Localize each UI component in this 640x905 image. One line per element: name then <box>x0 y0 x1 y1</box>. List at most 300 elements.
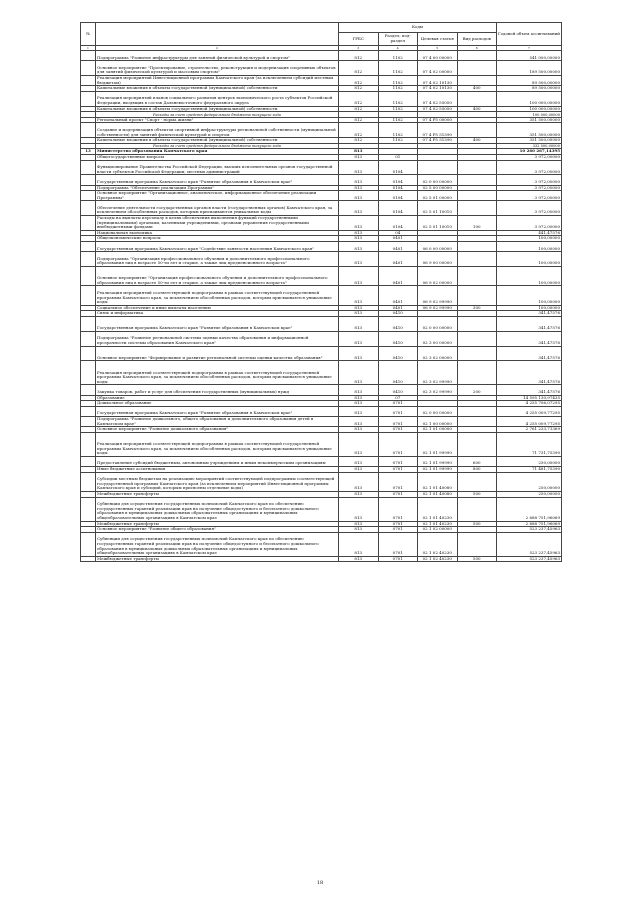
cell-rz: 0410 <box>378 317 418 332</box>
cell-sum: 100,00000 <box>497 286 562 305</box>
cell-sum: 250,00000 <box>497 472 562 491</box>
cell-grbs: 813 <box>339 472 379 491</box>
cell-grbs: 812 <box>339 123 379 138</box>
cell-vr <box>457 61 497 76</box>
cell-name: Капитальные вложения в объекты государственной (муниципальной) собственности <box>96 106 339 112</box>
col-grbs-header: ГРБС <box>339 33 379 46</box>
cell-cs: 07 4 02 10130 <box>418 86 458 92</box>
cell-grbs: 813 <box>339 521 379 527</box>
cell-rz: 0104 <box>378 175 418 185</box>
col-vr-header: Вид расходов <box>457 33 497 46</box>
cell-rz: 0410 <box>378 331 418 346</box>
cell-name: Субвенции для осуществления государственных полномочий Камчатского края по обеспечению государственных гарантий реализации прав на получение общедоступного и бесплатного дошкольного образования в муниципальных дошкольных образовательных организациях и муниципальных общеобразовательных организациях в Камчатском крае <box>96 497 339 521</box>
col-name-header <box>96 23 339 46</box>
cell-name: Реализация мероприятий соответствующей подпрограммы в рамках соответствующей государственной программы Камчатского края, за исключением обособленных расходов, которым присваиваются уникальные коды <box>96 432 339 456</box>
cell-sum: 250,00000 <box>497 456 562 466</box>
codes-header: Коды <box>339 23 497 33</box>
table-row <box>81 317 562 332</box>
cell-sum: 89 500,00000 <box>497 86 562 92</box>
cell-no <box>81 286 96 305</box>
cell-sum: 3 972,00000 <box>497 216 562 231</box>
cell-rz: 0701 <box>378 466 418 472</box>
cell-grbs: 813 <box>339 385 379 395</box>
cell-sum: 332 500,00000 <box>497 143 562 149</box>
cell-grbs: 813 <box>339 401 379 407</box>
cell-name: Капитальные вложения в объекты государственной (муниципальной) собственности <box>96 86 339 92</box>
cell-grbs: 813 <box>339 286 379 305</box>
cell-cs: 02 1 02 40230 <box>418 532 458 556</box>
cell-sum: 351 500,00000 <box>497 123 562 138</box>
cell-grbs: 813 <box>339 242 379 252</box>
cell-rz: 0701 <box>378 416 418 426</box>
cell-no <box>81 201 96 216</box>
table-row <box>81 361 562 385</box>
cell-name: Подпрограмма "Развитие региональной системы оценки качества образования и информационной прозрачности системы образования Камчатского края" <box>96 331 339 346</box>
cell-rz: 0410 <box>378 311 418 317</box>
cell-vr: 800 <box>457 466 497 472</box>
cell-rz: 0104 <box>378 201 418 216</box>
table-row <box>81 432 562 456</box>
cell-no <box>81 497 96 521</box>
cell-rz: 1102 <box>378 123 418 138</box>
cell-no <box>81 160 96 175</box>
table-row <box>81 456 562 466</box>
cell-grbs: 812 <box>339 138 379 144</box>
cell-grbs: 813 <box>339 149 379 155</box>
cell-no <box>81 61 96 76</box>
cell-sum: 100 000,00000 <box>497 91 562 106</box>
cell-sum: 189 500,00000 <box>497 61 562 76</box>
cell-sum: 2 688 751,96069 <box>497 521 562 527</box>
cell-no <box>81 123 96 138</box>
cell-vr <box>457 252 497 267</box>
cell-sum: 3 972,00000 <box>497 185 562 191</box>
cell-cs: 02 1 01 40080 <box>418 472 458 491</box>
cell-cs: 02 1 00 00000 <box>418 416 458 426</box>
cell-rz: 0401 <box>378 252 418 267</box>
cell-cs: 07 4 02 55050 <box>418 91 458 106</box>
cell-no <box>81 361 96 385</box>
cell-cs: 02 1 02 40230 <box>418 556 458 562</box>
cell-name: Подпрограмма "Организация профессионального обучения и дополнительного профессионального образования лиц в возрасте 50-ти лет и старше, а также лиц предпенсионного возраста" <box>96 252 339 267</box>
cell-name: Межбюджетные трансферты <box>96 556 339 562</box>
page-number: 18 <box>316 880 324 886</box>
col-num: 7 <box>497 46 562 51</box>
cell-no <box>81 91 96 106</box>
cell-name: Капитальные вложения в объекты государственной (муниципальной) собственности <box>96 138 339 144</box>
cell-sum: 523 237,45963 <box>497 556 562 562</box>
cell-grbs: 812 <box>339 61 379 76</box>
cell-vr <box>457 123 497 138</box>
cell-rz: 0701 <box>378 556 418 562</box>
cell-name: Государственная программа Камчатского края "Развитие образования в Камчатском крае" <box>96 175 339 185</box>
cell-cs: 02 0 00 00000 <box>418 317 458 332</box>
cell-no <box>81 406 96 416</box>
cell-cs: 02 5 00 00000 <box>418 185 458 191</box>
cell-vr <box>457 242 497 252</box>
cell-cs: 02 1 01 40080 <box>418 491 458 497</box>
cell-name: Государственная программа Камчатского края "Содействие занятости населения Камчатского края" <box>96 242 339 252</box>
cell-no <box>81 75 96 85</box>
cell-name: Реализация мероприятий соответствующей подпрограммы в рамках соответствующей государственной программы Камчатского края, за исключением обособленных расходов, которым присваиваются уникальные коды <box>96 361 339 385</box>
cell-name: Подпрограмма "Развитие дошкольного, общего образования и дополнительного образования детей в Камчатском крае" <box>96 416 339 426</box>
cell-sum: 351 500,00000 <box>497 117 562 123</box>
cell-cs: 02 1 01 40230 <box>418 521 458 527</box>
cell-no <box>81 385 96 395</box>
table-row <box>81 346 562 361</box>
cell-grbs: 813 <box>339 305 379 311</box>
cell-name: Иные бюджетные ассигнования <box>96 466 339 472</box>
cell-sum: 100 000,00000 <box>497 112 562 118</box>
cell-vr: 400 <box>457 106 497 112</box>
cell-grbs: 813 <box>339 556 379 562</box>
cell-no <box>81 456 96 466</box>
cell-grbs: 813 <box>339 432 379 456</box>
cell-sum: 541 000,00000 <box>497 51 562 61</box>
cell-rz: 1102 <box>378 117 418 123</box>
cell-vr: 300 <box>457 305 497 311</box>
cell-sum: 341,47576 <box>497 346 562 361</box>
cell-rz: 0401 <box>378 286 418 305</box>
cell-name: Предоставление субсидий бюджетным, автономным учреждениям и иным некоммерческим организациям <box>96 456 339 466</box>
cell-vr <box>457 532 497 556</box>
cell-grbs: 813 <box>339 361 379 385</box>
cell-rz: 0701 <box>378 521 418 527</box>
cell-cs: 02 0 00 00000 <box>418 406 458 416</box>
cell-vr <box>457 497 497 521</box>
cell-sum: 351 500,00000 <box>497 138 562 144</box>
table-row <box>81 331 562 346</box>
cell-rz: 0701 <box>378 527 418 533</box>
cell-vr <box>457 267 497 286</box>
cell-vr: 200 <box>457 385 497 395</box>
table-row <box>81 91 562 106</box>
col-num: 2 <box>96 46 339 51</box>
cell-vr: 100 <box>457 216 497 231</box>
cell-name: Основное мероприятие "Развитие дошкольного образования" <box>96 427 339 433</box>
cell-cs: 02 1 02 00000 <box>418 527 458 533</box>
cell-name: Основное мероприятие "Проектирование, строительство, реконструкция и модернизация спортивных объектов для занятий физической культурой и массовым спортом" <box>96 61 339 76</box>
cell-rz: 0701 <box>378 491 418 497</box>
cell-rz: 0401 <box>378 305 418 311</box>
table-row <box>81 160 562 175</box>
budget-table-sheet <box>80 22 562 562</box>
cell-sum: 71 481,75390 <box>497 466 562 472</box>
cell-cs: 02 1 01 99990 <box>418 432 458 456</box>
cell-name: Общеэкономические вопросы <box>96 236 339 242</box>
cell-rz: 0701 <box>378 427 418 433</box>
cell-name: Межбюджетные трансферты <box>96 521 339 527</box>
cell-vr <box>457 346 497 361</box>
col-num: 4 <box>378 46 418 51</box>
table-row <box>81 556 562 562</box>
cell-name: Дошкольное образование <box>96 401 339 407</box>
cell-no <box>81 346 96 361</box>
cell-sum: 2 688 751,96069 <box>497 497 562 521</box>
cell-cs: 02 1 01 99990 <box>418 456 458 466</box>
cell-rz: 04 <box>378 230 418 236</box>
cell-name: Общегосударственные вопросы <box>96 154 339 160</box>
cell-rz: 0104 <box>378 185 418 191</box>
cell-grbs: 813 <box>339 252 379 267</box>
table-row <box>81 75 562 85</box>
cell-cs: 02 1 01 00000 <box>418 427 458 433</box>
cell-grbs: 813 <box>339 311 379 317</box>
table-row <box>81 61 562 76</box>
cell-sum: 3 972,00000 <box>497 160 562 175</box>
cell-sum: 250,00000 <box>497 491 562 497</box>
cell-rz: 1102 <box>378 86 418 92</box>
cell-vr <box>457 472 497 491</box>
cell-rz: 0401 <box>378 267 418 286</box>
cell-sum: 341,47576 <box>497 317 562 332</box>
cell-name: Расходы на выплаты персоналу в целях обеспечения выполнения функций государственными (муниципальными) органами, казенными учреждениями, органами управления государственными внебюджетными фондами <box>96 216 339 231</box>
cell-cs: 06 9 00 00000 <box>418 252 458 267</box>
cell-vr <box>457 75 497 85</box>
cell-grbs: 813 <box>339 497 379 521</box>
cell-name: Закупка товаров, работ и услуг для обеспечения государственных (муниципальных) нужд <box>96 385 339 395</box>
cell-name: Основное мероприятие "Формирование и развитие региональной системы оценки качества образования" <box>96 346 339 361</box>
cell-name: Образование <box>96 395 339 401</box>
cell-sum: 100,00000 <box>497 305 562 311</box>
cell-vr: 500 <box>457 491 497 497</box>
table-row <box>81 385 562 395</box>
col-num: 3 <box>339 46 379 51</box>
cell-name: Социальное обеспечение и иные выплаты населению <box>96 305 339 311</box>
cell-no <box>81 331 96 346</box>
table-row <box>81 191 562 201</box>
cell-cs: 02 5 01 10010 <box>418 201 458 216</box>
cell-sum: 523 237,45963 <box>497 527 562 533</box>
cell-name: Подпрограмма "Развитие инфраструктуры для занятий физической культурой и спортом" <box>96 51 339 61</box>
cell-grbs: 813 <box>339 491 379 497</box>
cell-cs: 07 4 P5 00000 <box>418 117 458 123</box>
cell-sum: 4 255 009,77295 <box>497 406 562 416</box>
cell-name: Государственная программа Камчатского края "Развитие образования в Камчатском крае" <box>96 406 339 416</box>
cell-sum: 2 761 233,71369 <box>497 427 562 433</box>
col-cs-header: Целевая статья <box>418 33 458 46</box>
cell-grbs: 813 <box>339 160 379 175</box>
table-row <box>81 201 562 216</box>
cell-vr <box>457 331 497 346</box>
table-row <box>81 286 562 305</box>
cell-vr <box>457 175 497 185</box>
cell-rz: 0401 <box>378 236 418 242</box>
cell-cs: 02 5 01 10010 <box>418 216 458 231</box>
col-no-header: № <box>81 23 96 46</box>
table-row <box>81 497 562 521</box>
cell-cs: 02 1 01 99990 <box>418 466 458 472</box>
col-razdel-header: Раздел, под-раздел <box>378 33 418 46</box>
cell-grbs: 813 <box>339 154 379 160</box>
cell-sum: 341,47576 <box>497 311 562 317</box>
cell-no <box>81 267 96 286</box>
cell-grbs: 812 <box>339 75 379 85</box>
cell-grbs: 813 <box>339 416 379 426</box>
cell-sum: 523 237,45963 <box>497 532 562 556</box>
cell-rz: 0701 <box>378 497 418 521</box>
cell-vr <box>457 317 497 332</box>
cell-vr <box>457 361 497 385</box>
cell-no <box>81 556 96 562</box>
cell-sum: 4 255 009,77295 <box>497 416 562 426</box>
cell-no <box>81 252 96 267</box>
cell-cs: 07 4 00 00000 <box>418 51 458 61</box>
cell-vr <box>457 191 497 201</box>
cell-no <box>81 472 96 491</box>
table-row <box>81 406 562 416</box>
cell-cs: 06 9 02 99990 <box>418 305 458 311</box>
cell-grbs: 812 <box>339 86 379 92</box>
cell-no <box>81 216 96 231</box>
cell-vr <box>457 160 497 175</box>
cell-no <box>81 242 96 252</box>
cell-no <box>81 191 96 201</box>
cell-cs: 02 3 00 00000 <box>418 331 458 346</box>
col-num: 6 <box>457 46 497 51</box>
cell-rz: 0410 <box>378 385 418 395</box>
col-num: 1 <box>81 46 96 51</box>
cell-name: Государственная программа Камчатского края "Развитие образования в Камчатском крае" <box>96 317 339 332</box>
cell-name: Связь и информатика <box>96 311 339 317</box>
cell-name: Реализация мероприятий планов социального развития центров экономического роста субъектов Российской Федерации, входящих в состав Дальневосточного федерального округа <box>96 91 339 106</box>
table-row <box>81 123 562 138</box>
cell-sum: 100,00000 <box>497 236 562 242</box>
cell-rz: 0401 <box>378 242 418 252</box>
table-row <box>81 51 562 61</box>
cell-vr <box>457 406 497 416</box>
cell-name: Расходы за счет средств федерального бюджета текущего года <box>96 112 339 118</box>
cell-cs: 02 5 01 00000 <box>418 191 458 201</box>
cell-cs: 07 4 02 00000 <box>418 61 458 76</box>
cell-vr <box>457 432 497 456</box>
cell-sum: 100,00000 <box>497 252 562 267</box>
table-row <box>81 175 562 185</box>
cell-sum: 441,47576 <box>497 230 562 236</box>
cell-rz: 1102 <box>378 138 418 144</box>
cell-cs <box>418 160 458 175</box>
cell-cs: 06 9 02 99990 <box>418 286 458 305</box>
cell-cs: 07 4 02 55050 <box>418 106 458 112</box>
cell-grbs: 813 <box>339 201 379 216</box>
cell-rz: 0410 <box>378 361 418 385</box>
cell-sum: 341,47576 <box>497 385 562 395</box>
cell-sum: 71 731,75390 <box>497 432 562 456</box>
cell-grbs: 813 <box>339 216 379 231</box>
cell-grbs: 813 <box>339 466 379 472</box>
cell-rz: 1102 <box>378 91 418 106</box>
cell-name: Субвенции для осуществления государственных полномочий Камчатского края по обеспечению государственных гарантий реализации прав на получение общедоступного и бесплатного дошкольного образования в муниципальных дошкольных образовательных организациях и муниципальных общеобразовательных организациях в Камчатском крае <box>96 532 339 556</box>
cell-sum: 3 972,00000 <box>497 175 562 185</box>
table-row <box>81 532 562 556</box>
table-row <box>81 267 562 286</box>
cell-rz: 0410 <box>378 346 418 361</box>
cell-name: Национальная экономика <box>96 230 339 236</box>
cell-grbs: 813 <box>339 175 379 185</box>
cell-name: Субсидии местным бюджетам на реализацию мероприятий соответствующей подпрограммы соответствующей государственной программы Камчатского края (за исключением мероприятий Инвестиционной программы Камчатского края и субсидий, которым присвоены отдельные коды) <box>96 472 339 491</box>
cell-vr <box>457 91 497 106</box>
table-row <box>81 416 562 426</box>
cell-vr: 400 <box>457 86 497 92</box>
cell-grbs: 813 <box>339 527 379 533</box>
cell-vr: 600 <box>457 456 497 466</box>
cell-grbs: 813 <box>339 331 379 346</box>
cell-grbs: 813 <box>339 185 379 191</box>
table-row <box>81 242 562 252</box>
cell-name: Министерство образования Камчатского края <box>96 149 339 155</box>
cell-rz: 0104 <box>378 216 418 231</box>
cell-grbs: 812 <box>339 106 379 112</box>
cell-vr <box>457 416 497 426</box>
cell-no <box>81 532 96 556</box>
cell-grbs: 813 <box>339 236 379 242</box>
col-num: 5 <box>418 46 458 51</box>
cell-grbs: 813 <box>339 230 379 236</box>
cell-rz: 01 <box>378 154 418 160</box>
cell-vr <box>457 286 497 305</box>
table-row <box>81 472 562 491</box>
cell-sum: 341,47576 <box>497 331 562 346</box>
cell-name: Расходы за счет средств федерального бюджета текущего года <box>96 143 339 149</box>
cell-cs: 02 3 02 99990 <box>418 385 458 395</box>
col-sum-header: Годовой объем ассигнований <box>497 23 562 46</box>
cell-sum: 10 260 267,14395 <box>497 149 562 155</box>
cell-cs: 07 4 02 10130 <box>418 75 458 85</box>
cell-vr <box>457 51 497 61</box>
cell-no: 13 <box>81 149 96 155</box>
cell-rz: 0104 <box>378 191 418 201</box>
cell-rz: 0701 <box>378 432 418 456</box>
cell-grbs: 813 <box>339 406 379 416</box>
cell-grbs: 813 <box>339 346 379 361</box>
cell-grbs: 812 <box>339 51 379 61</box>
cell-cs: 02 3 02 00000 <box>418 346 458 361</box>
cell-no <box>81 432 96 456</box>
cell-rz: 0701 <box>378 472 418 491</box>
cell-grbs: 813 <box>339 532 379 556</box>
table-row <box>81 216 562 231</box>
cell-cs: 02 0 00 00000 <box>418 175 458 185</box>
cell-name: Функционирование Правительства Российской Федерации, высших исполнительных органов государственной власти субъектов Российской Федерации, местных администраций <box>96 160 339 175</box>
budget-table <box>80 22 562 562</box>
cell-no <box>81 175 96 185</box>
cell-rz: 1102 <box>378 61 418 76</box>
cell-name: Реализация мероприятий Инвестиционной программы Камчатского края (за исключением субсидий местным бюджетам) <box>96 75 339 85</box>
cell-sum: 100,00000 <box>497 267 562 286</box>
cell-name: Региональный проект "Спорт - норма жизни" <box>96 117 339 123</box>
table-row <box>81 252 562 267</box>
cell-vr: 500 <box>457 556 497 562</box>
cell-cs: 02 3 02 99990 <box>418 361 458 385</box>
cell-no <box>81 317 96 332</box>
cell-cs: 07 4 P5 51390 <box>418 123 458 138</box>
cell-rz: 1102 <box>378 51 418 61</box>
cell-name: Реализация мероприятий соответствующей подпрограммы в рамках соответствующей государственной программы Камчатского края, за исключением обособленных расходов, которым присваиваются уникальные коды <box>96 286 339 305</box>
cell-rz: 0701 <box>378 532 418 556</box>
cell-name: Основное мероприятие "Организационное, аналитическое, информационное обеспечение реализации Программы" <box>96 191 339 201</box>
cell-grbs: 813 <box>339 395 379 401</box>
cell-name: Основное мероприятие "Организация профессионального обучения и дополнительного профессионального образования лиц в возрасте 50-ти лет и старше, а также лиц предпенсионного возраста" <box>96 267 339 286</box>
cell-name: Подпрограмма "Обеспечение реализации Программы" <box>96 185 339 191</box>
cell-name: Межбюджетные трансферты <box>96 491 339 497</box>
cell-sum: 14 595 130,97435 <box>497 395 562 401</box>
cell-grbs: 813 <box>339 267 379 286</box>
cell-sum: 100,00000 <box>497 242 562 252</box>
cell-grbs: 813 <box>339 317 379 332</box>
cell-cs: 02 1 01 40230 <box>418 497 458 521</box>
cell-sum: 3 972,00000 <box>497 154 562 160</box>
cell-name: Обеспечение деятельности государственных органов власти (государственных органов) Камчатского края, за исключением обособленных расходов, которым присваиваются уникальные коды <box>96 201 339 216</box>
